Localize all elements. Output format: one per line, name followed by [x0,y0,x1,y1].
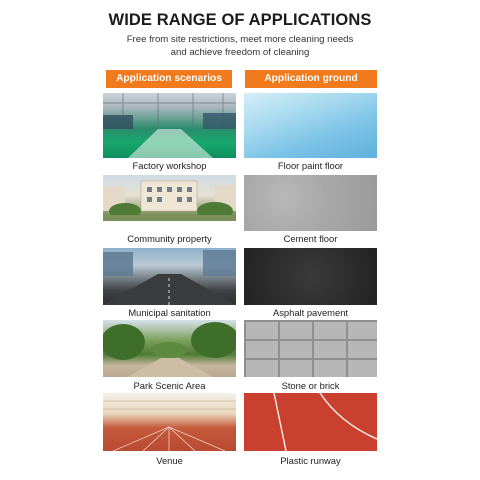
municipal-sanitation-image [103,248,236,305]
park-scenic-area-image [103,320,236,377]
floor-paint-floor-image [244,93,377,158]
community-illustration [103,175,236,221]
municipal-illustration [103,248,236,305]
plastic-runway-image [244,393,377,451]
caption-municipal-sanitation: Municipal sanitation [128,307,211,318]
community-property-image [103,175,236,221]
venue-image [103,393,236,451]
caption-stone-or-brick: Stone or brick [281,380,340,391]
caption-cement-floor: Cement floor [283,233,338,244]
page-title: WIDE RANGE OF APPLICATIONS [108,11,372,29]
subtitle-line-2: and achieve freedom of cleaning [170,47,310,58]
page-subtitle [0,33,480,59]
caption-floor-paint-floor: Floor paint floor [277,160,344,171]
caption-factory-workshop: Factory workshop [132,160,207,171]
venue-illustration [103,393,236,451]
caption-venue: Venue [156,455,183,466]
asphalt-pavement-image [244,248,377,305]
caption-park-scenic-area: Park Scenic Area [133,380,206,391]
park-illustration [103,320,236,377]
header-application-ground: Application ground [245,70,377,88]
cement-floor-image [244,175,377,231]
caption-plastic-runway: Plastic runway [280,455,341,466]
factory-workshop-image [103,93,236,158]
header-application-scenarios: Application scenarios [106,70,232,88]
factory-illustration [103,93,236,158]
stone-or-brick-image [244,320,377,377]
caption-community-property: Community property [127,233,212,244]
subtitle-line-1: Free from site restrictions, meet more cleaning needs [126,34,354,45]
runway-illustration [244,393,377,451]
caption-asphalt-pavement: Asphalt pavement [272,307,349,318]
